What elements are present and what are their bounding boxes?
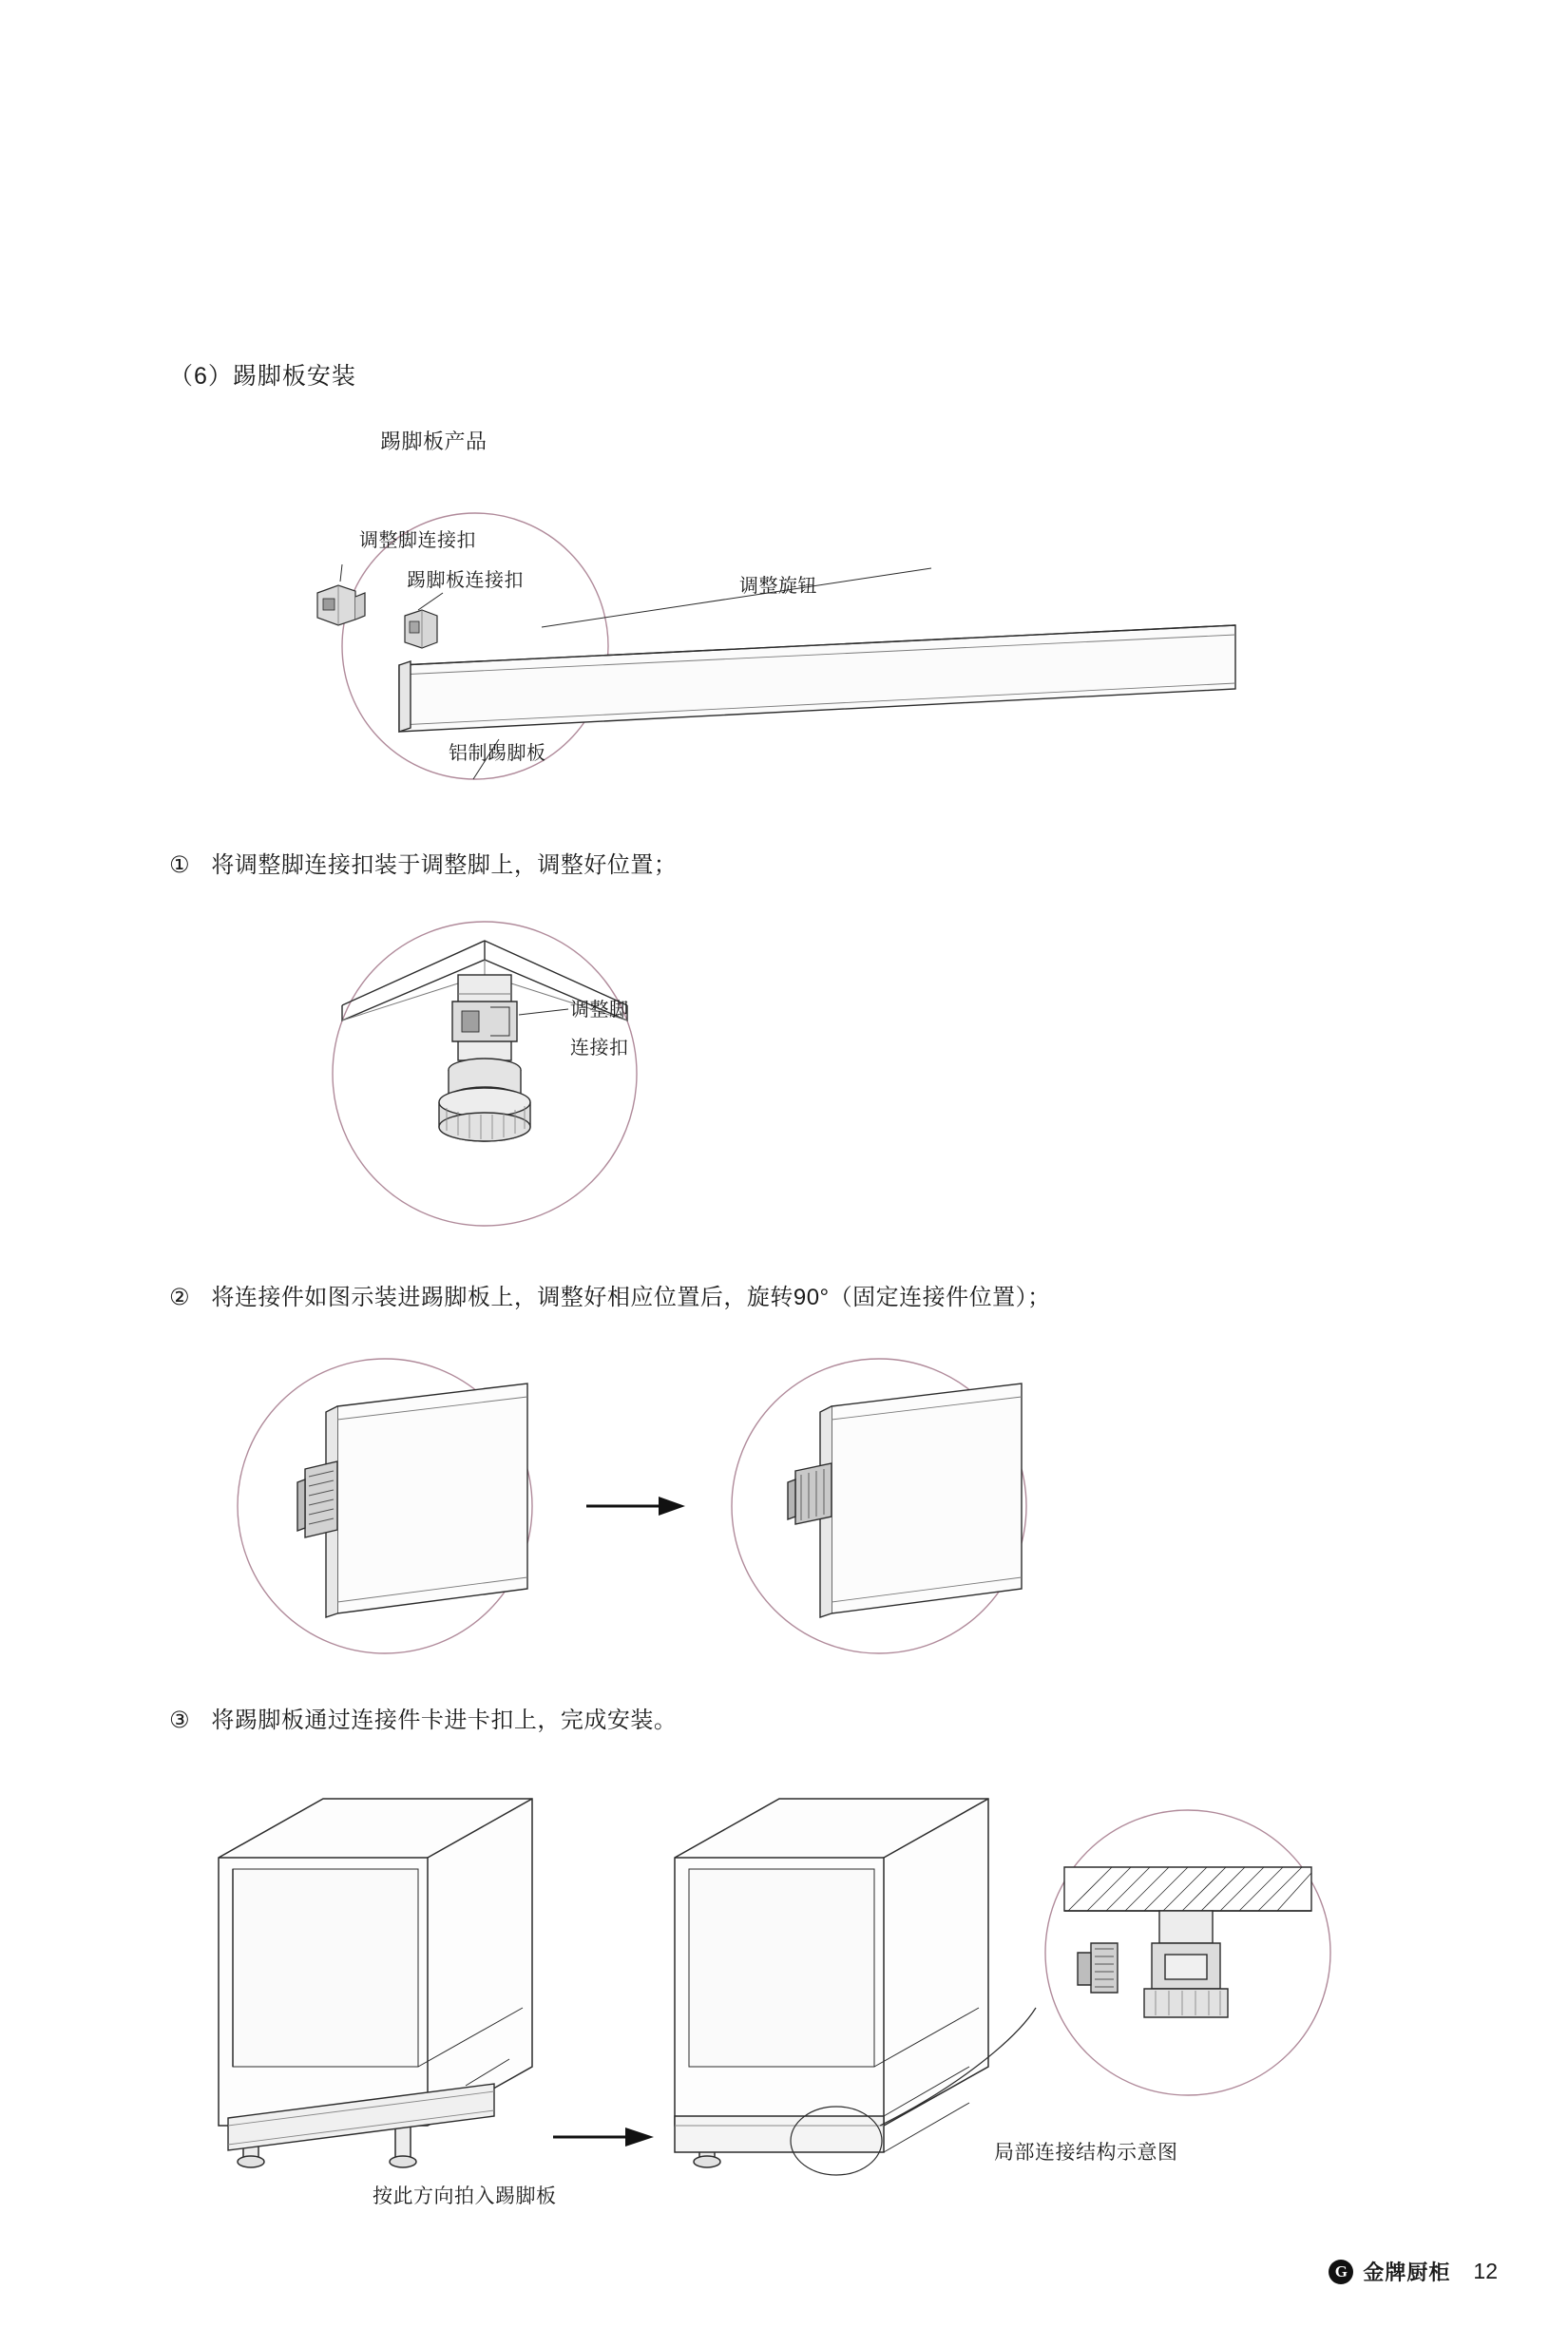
caption-direction: 按此方向拍入踢脚板 xyxy=(373,2185,557,2207)
figure-step-3 xyxy=(181,1753,1416,2181)
section-title: （6）踢脚板安装 xyxy=(169,363,356,390)
page-number: 12 xyxy=(1473,2259,1498,2283)
figure-step-1 xyxy=(314,903,713,1245)
figure-step-2 xyxy=(214,1349,1164,1663)
step-2-marker: ② xyxy=(169,1285,191,1310)
callout-adjust-knob: 调整旋钮 xyxy=(739,576,817,597)
brand-name: 金牌厨柜 xyxy=(1363,2261,1451,2284)
caption-detail: 局部连接结构示意图 xyxy=(994,2142,1178,2164)
product-label: 踢脚板产品 xyxy=(380,429,488,453)
page-footer xyxy=(1329,2257,1498,2286)
step-2-line xyxy=(169,1283,1051,1313)
callout-adjust-foot-clip: 调整脚连接扣 xyxy=(359,530,476,551)
step-2-text: 将连接件如图示装进踢脚板上，调整好相应位置后，旋转90°（固定连接件位置）； xyxy=(211,1285,1051,1310)
step-1-line xyxy=(169,850,677,881)
callout-aluminium-skirting: 铝制踢脚板 xyxy=(449,743,546,764)
step-1-text: 将调整脚连接扣装于调整脚上，调整好位置； xyxy=(211,852,678,878)
step-3-marker: ③ xyxy=(169,1708,191,1733)
callout-step1-line1: 调整脚 xyxy=(570,1000,629,1021)
step-3-line xyxy=(169,1706,677,1736)
step-1-marker: ① xyxy=(169,852,191,878)
step-3-text: 将踢脚板通过连接件卡进卡扣上，完成安装。 xyxy=(211,1708,678,1733)
callout-step1-line2: 连接扣 xyxy=(570,1038,629,1059)
brand-logo-icon: G xyxy=(1329,2260,1353,2284)
callout-skirting-clip: 踢脚板连接扣 xyxy=(407,570,524,591)
